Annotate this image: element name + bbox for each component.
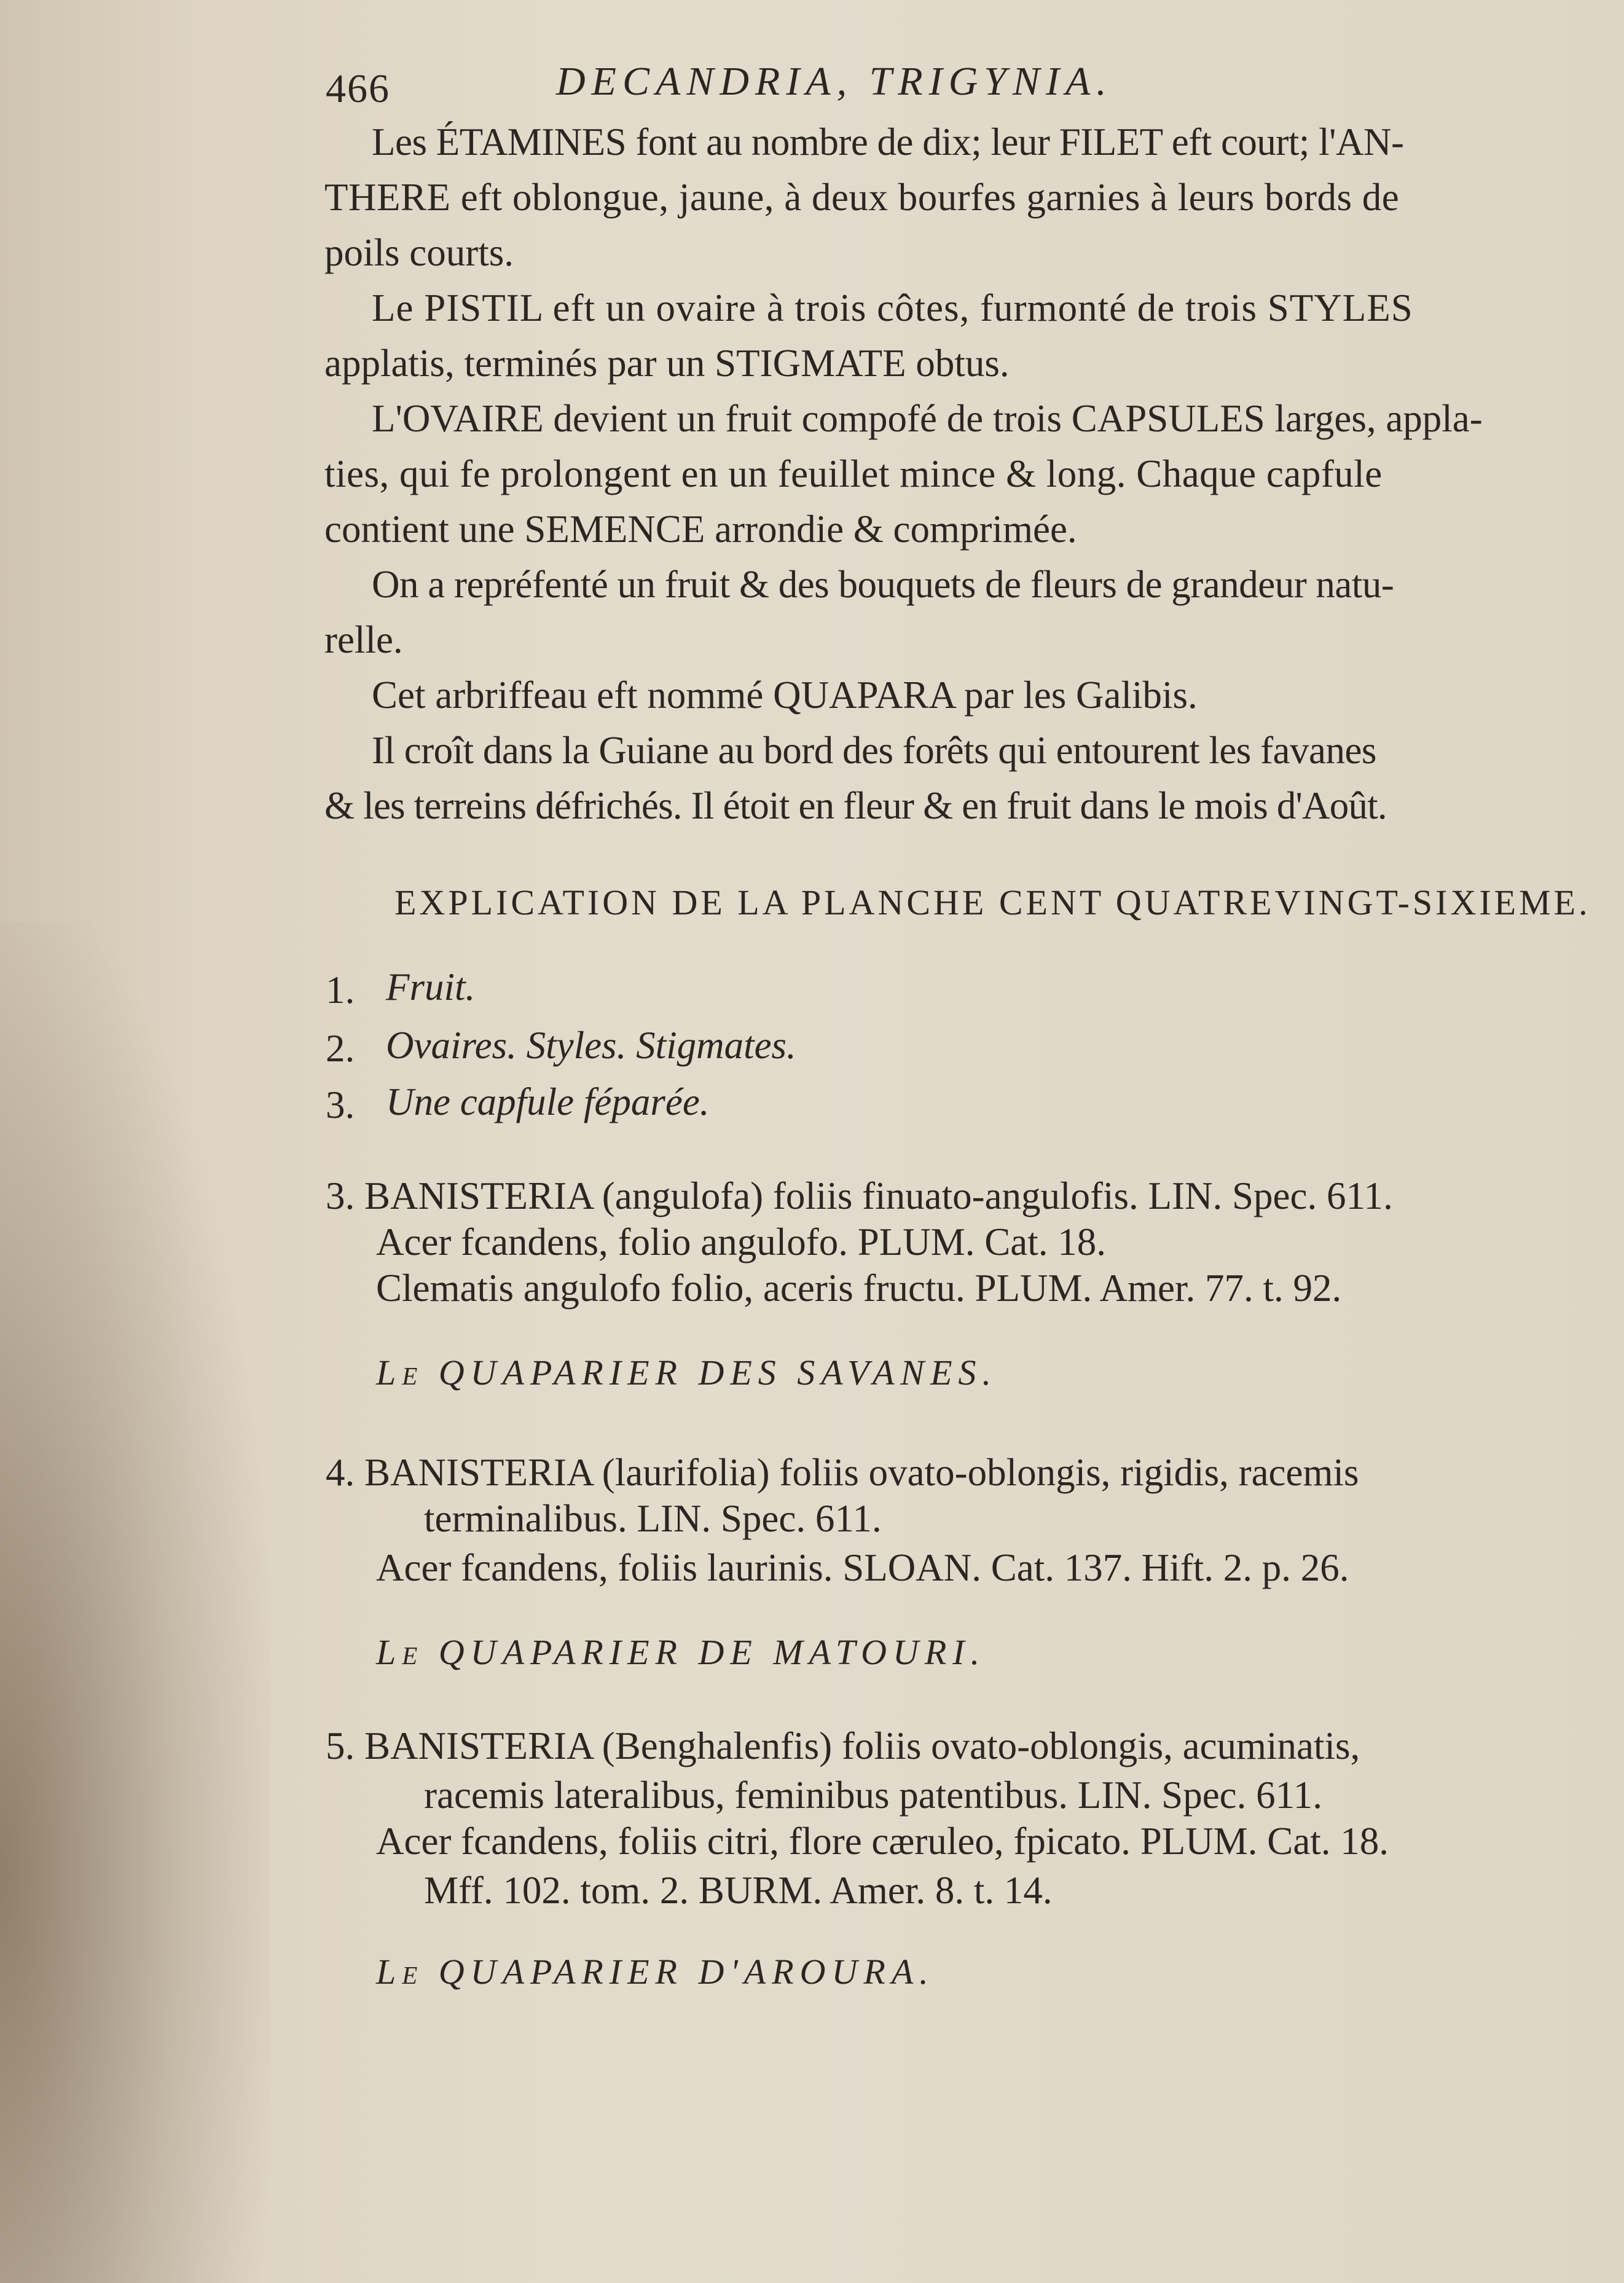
text-line: THERE eft oblongue, jaune, à deux bourfes garnies à leurs bords de bbox=[324, 176, 1400, 219]
text-line: Les ÉTAMINES font au nombre de dix; leur FILET eft court; l'AN- bbox=[372, 120, 1404, 163]
common-name: Le QUAPARIER D'AROURA. bbox=[376, 1952, 935, 1992]
plate-item-number: 3. bbox=[326, 1083, 355, 1126]
plate-item-text: Fruit. bbox=[386, 965, 476, 1008]
species-line: terminalibus. LIN. Spec. 611. bbox=[424, 1497, 882, 1540]
species-line: Acer fcandens, foliis laurinis. SLOAN. Cat. 137. Hift. 2. p. 26. bbox=[376, 1546, 1349, 1589]
text-line: Il croît dans la Guiane au bord des forêts qui entourent les favanes bbox=[372, 729, 1376, 772]
page-number: 466 bbox=[326, 66, 390, 111]
running-title: DECANDRIA, TRIGYNIA. bbox=[556, 59, 1113, 104]
text-line: relle. bbox=[324, 618, 403, 661]
text-line: Le PISTIL eft un ovaire à trois côtes, furmonté de trois STYLES bbox=[372, 286, 1413, 329]
plate-item-number: 2. bbox=[326, 1027, 355, 1070]
plate-item-number: 1. bbox=[326, 969, 355, 1012]
species-line: 5. BANISTERIA (Benghalenfis) foliis ovato-oblongis, acuminatis, bbox=[326, 1724, 1360, 1767]
text-line: poils courts. bbox=[324, 231, 514, 274]
plate-item-text: Une capfule féparée. bbox=[386, 1080, 710, 1123]
text-line: & les terreins défrichés. Il étoit en fleur & en fruit dans le mois d'Août. bbox=[324, 784, 1387, 827]
species-line: Clematis angulofo folio, aceris fructu. PLUM. Amer. 77. t. 92. bbox=[376, 1267, 1342, 1310]
species-line: Acer fcandens, foliis citri, flore cæruleo, fpicato. PLUM. Cat. 18. bbox=[376, 1820, 1389, 1863]
plate-item-text: Ovaires. Styles. Stigmates. bbox=[386, 1024, 796, 1067]
species-line: 4. BANISTERIA (laurifolia) foliis ovato-oblongis, rigidis, racemis bbox=[326, 1451, 1359, 1494]
common-name: Le QUAPARIER DE MATOURI. bbox=[376, 1632, 986, 1672]
species-line: 3. BANISTERIA (angulofa) foliis finuato-angulofis. LIN. Spec. 611. bbox=[326, 1174, 1393, 1217]
thumb-shadow bbox=[0, 922, 270, 2283]
text-line: applatis, terminés par un STIGMATE obtus. bbox=[324, 342, 1010, 385]
explication-heading: EXPLICATION DE LA PLANCHE CENT QUATREVINGT-SIXIEME. bbox=[394, 882, 1591, 922]
species-line: racemis lateralibus, feminibus patentibus. LIN. Spec. 611. bbox=[424, 1774, 1323, 1817]
text-line: Cet arbriffeau eft nommé QUAPARA par les Galibis. bbox=[372, 674, 1198, 717]
species-line: Acer fcandens, folio angulofo. PLUM. Cat. 18. bbox=[376, 1220, 1106, 1263]
species-line: Mff. 102. tom. 2. BURM. Amer. 8. t. 14. bbox=[424, 1869, 1053, 1912]
common-name: Le QUAPARIER DES SAVANES. bbox=[376, 1353, 998, 1393]
text-line: L'OVAIRE devient un fruit compofé de trois CAPSULES larges, appla- bbox=[372, 397, 1483, 440]
text-line: ties, qui fe prolongent en un feuillet mince & long. Chaque capfule bbox=[324, 452, 1383, 495]
text-line: contient une SEMENCE arrondie & comprimée. bbox=[324, 508, 1077, 551]
text-line: On a repréfenté un fruit & des bouquets de fleurs de grandeur natu- bbox=[372, 563, 1394, 606]
